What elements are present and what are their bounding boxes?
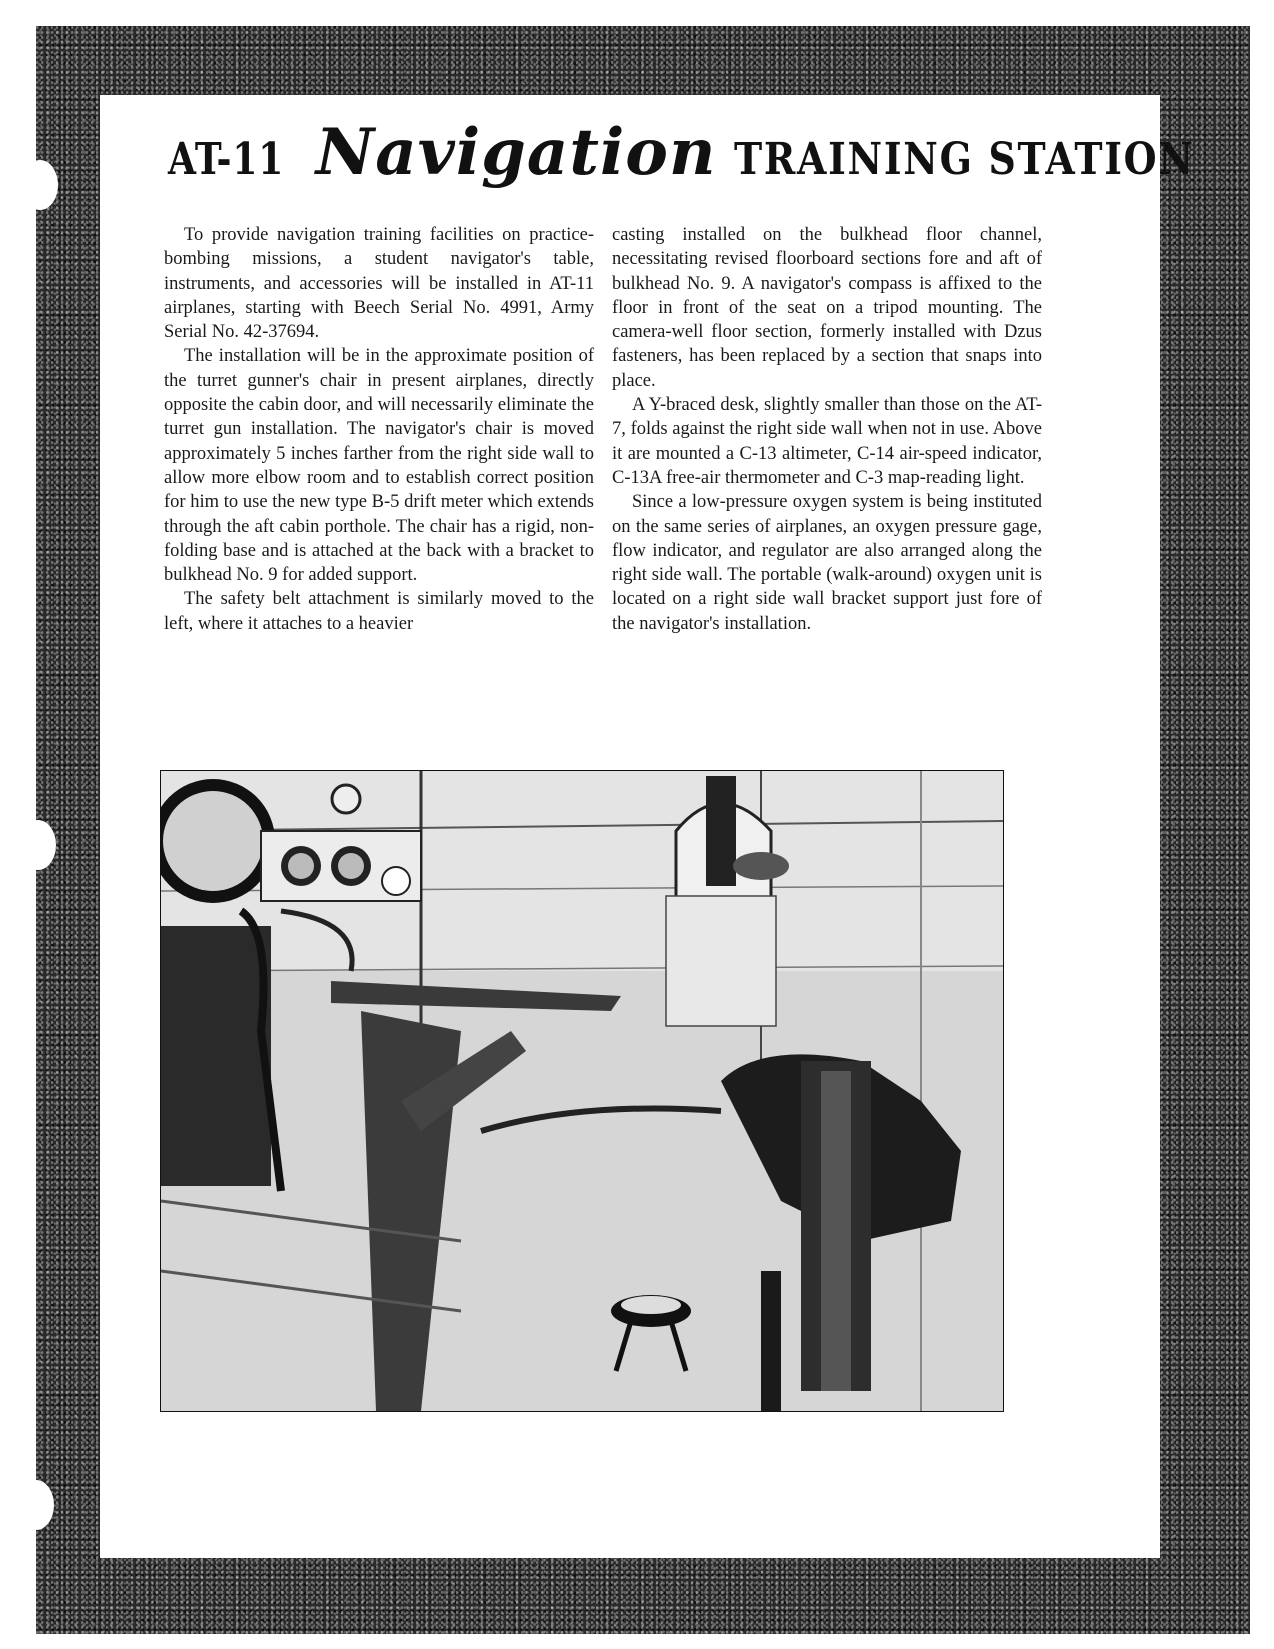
page-title <box>168 115 1196 205</box>
binder-hole-top <box>22 160 58 210</box>
paragraph: The safety belt attachment is similarly moved to the left, where it attaches to a heavier <box>164 589 594 634</box>
navigation-station-photo <box>160 770 1004 1412</box>
paragraph: A Y-braced desk, slightly smaller than those on the AT-7, folds against the right side wall when not in use. Above it are mounted a C-13 altimeter, C-14 air-speed indicator, C-13A free-air thermometer and C-3 map-reading light. <box>612 395 1042 488</box>
paragraph: casting installed on the bulkhead floor channel, necessitating revised floorboard sections fore and aft of bulkhead No. 9. A navigator's compass is affixed to the floor in front of the seat on a tripod mounting. The camera-well floor section, formerly installed with Dzus fasteners, has been replaced by a section that snaps into place. <box>612 225 1042 391</box>
binder-hole-bottom <box>18 1480 54 1530</box>
paragraph: To provide navigation training facilities on practice-bombing missions, a student navigator's table, instruments, and accessories will be installed in AT-11 airplanes, starting with Beech Serial No. 4991, Army Serial No. 42-37694. <box>164 225 594 343</box>
paragraph: The installation will be in the approximate position of the turret gunner's chair in present airplanes, directly opposite the cabin door, and will necessarily eliminate the turret gun installation. The navigator's chair is moved approximately 5 inches farther from the right side wall to allow more elbow room and to establish correct position for him to use the new type B-5 drift meter which extends through the aft cabin porthole. The chair has a rigid, non-folding base and is attached at the back with a bracket to bulkhead No. 9 for added support. <box>164 346 594 586</box>
paragraph: Since a low-pressure oxygen system is being instituted on the same series of airplanes, an oxygen pressure gage, flow indicator, and regulator are also arranged along the right side wall. The portable (walk-around) oxygen unit is located on a right side wall bracket support just fore of the navigator's installation. <box>612 492 1042 634</box>
title-prefix: AT-11 <box>168 134 285 185</box>
left-column <box>164 223 594 636</box>
photo-illustration <box>161 771 1003 1411</box>
right-column <box>612 223 1042 636</box>
binder-hole-middle <box>20 820 56 870</box>
document-page <box>100 95 1196 1558</box>
title-script: Navigation <box>315 115 717 190</box>
title-suffix: TRAINING STATION <box>734 134 1196 185</box>
